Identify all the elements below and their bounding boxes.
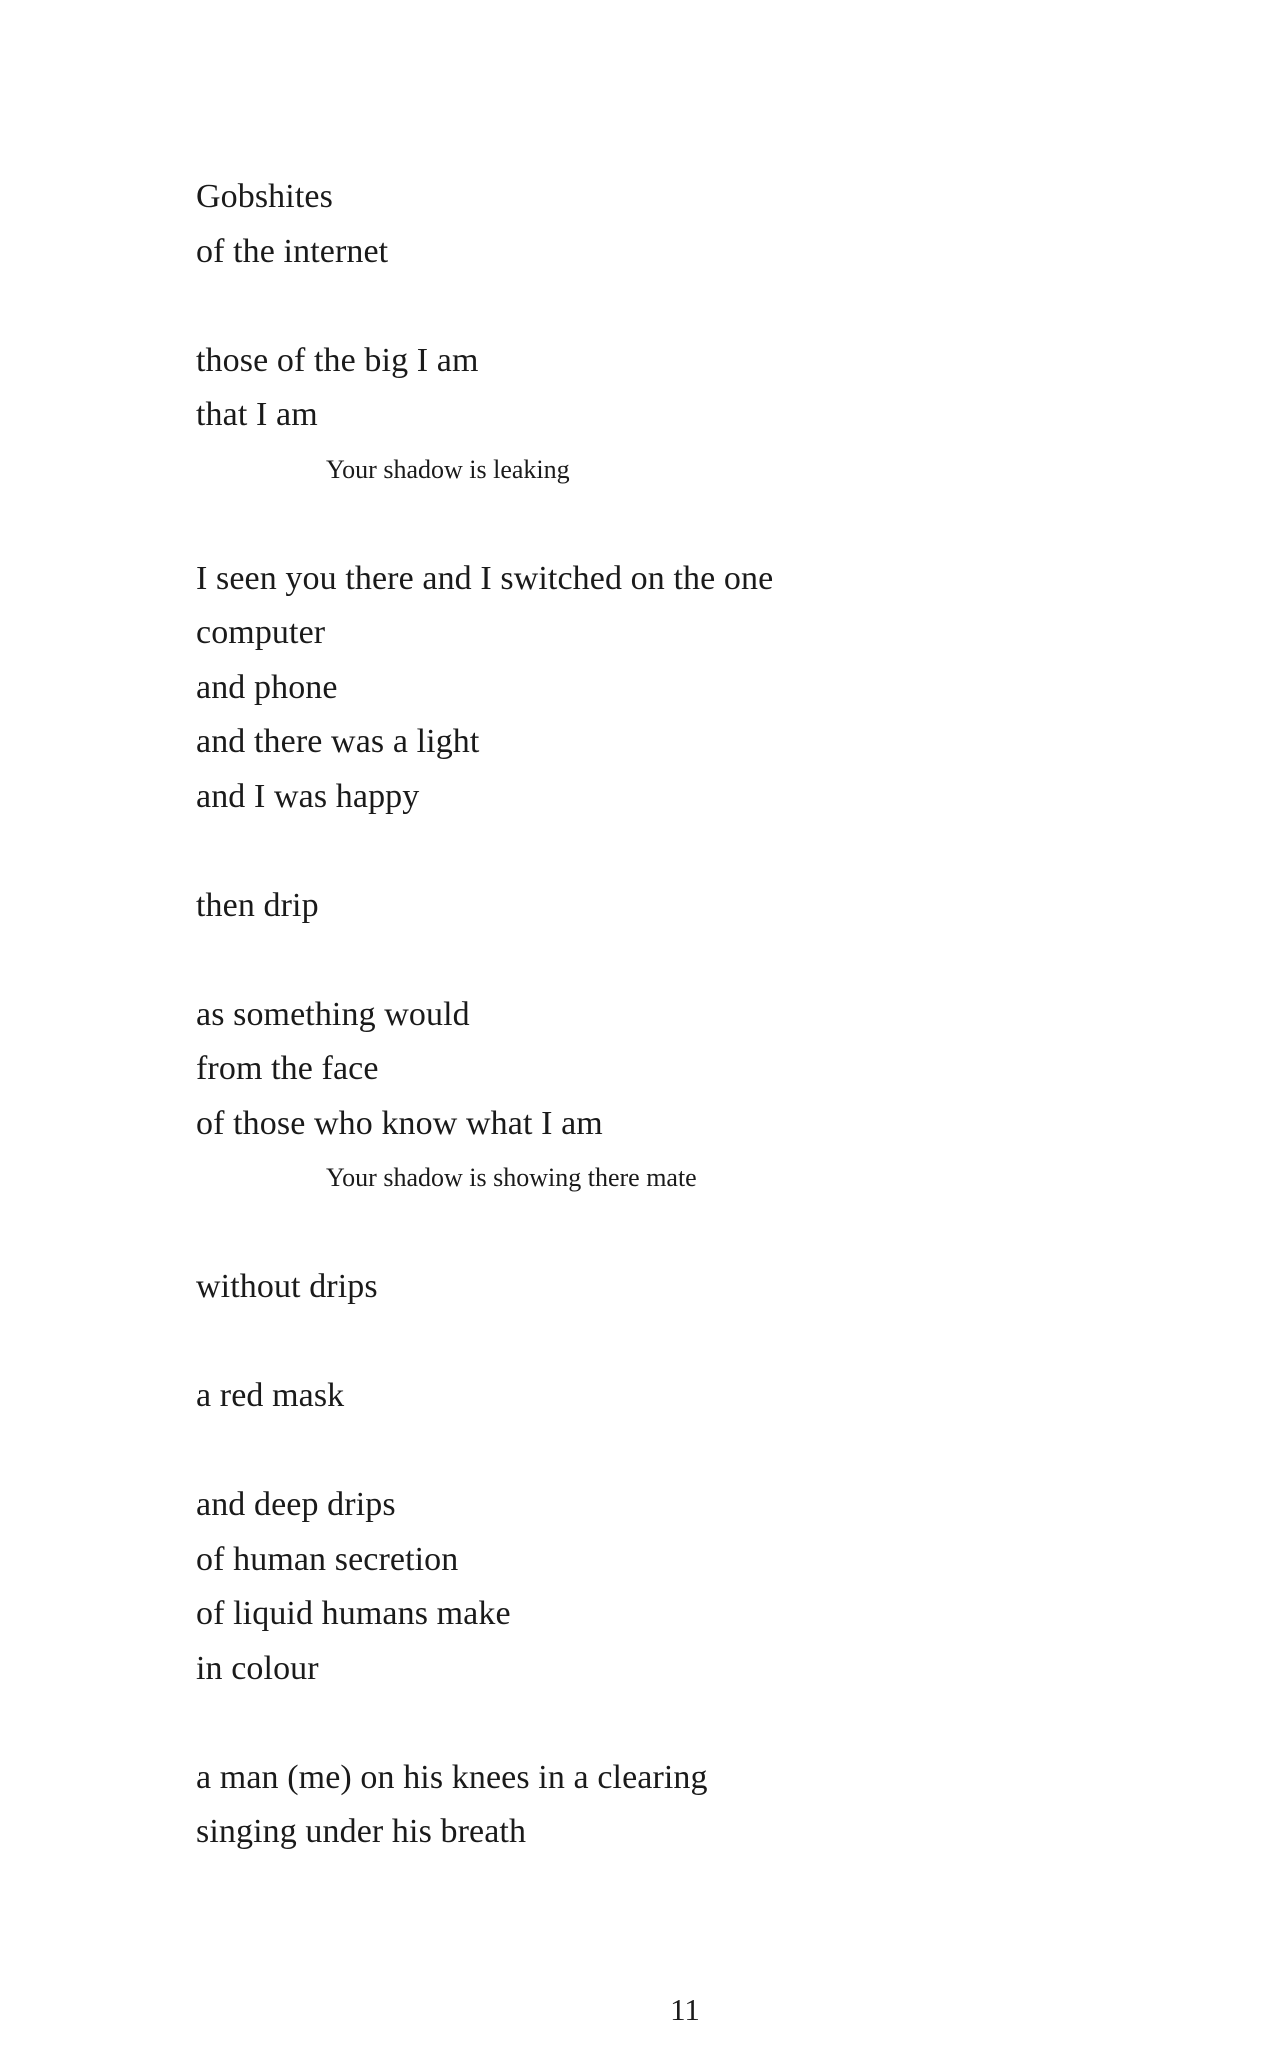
poem-line: and deep drips — [196, 1486, 396, 1523]
poem-line: and there was a light — [196, 723, 480, 760]
poem-line: that I am — [196, 396, 318, 433]
poem-line: a red mask — [196, 1377, 345, 1414]
poem-line: of the internet — [196, 232, 389, 270]
poem-line: Gobshites — [196, 178, 333, 215]
stanza-break — [196, 933, 1156, 988]
poem-line: then drip — [196, 886, 319, 924]
poem-line: without drips — [196, 1268, 378, 1305]
poem-line: computer — [196, 614, 326, 651]
stanza-break — [196, 1424, 1156, 1479]
poem-line: I seen you there and I switched on the one — [196, 559, 774, 597]
poem-body — [196, 170, 1156, 1860]
stanza-break — [196, 1696, 1156, 1751]
poem-line: and I was happy — [196, 777, 420, 815]
stanza-break — [196, 824, 1156, 879]
poem-line: of human secretion — [196, 1540, 459, 1578]
poem-line: a man (me) on his knees in a clearing — [196, 1758, 708, 1796]
poem-line: singing under his breath — [196, 1813, 527, 1850]
stanza-break — [196, 1206, 1156, 1261]
page-number: 11 — [670, 1992, 700, 2027]
stanza-break — [196, 1315, 1156, 1370]
poem-line: in colour — [196, 1649, 319, 1687]
poem-line: from the face — [196, 1050, 379, 1087]
stanza-break — [196, 279, 1156, 334]
poem-aside: Your shadow is showing there mate — [326, 1163, 697, 1192]
poem-line: as something would — [196, 995, 470, 1033]
poem-line: of liquid humans make — [196, 1595, 511, 1632]
stanza-break — [196, 497, 1156, 552]
poem-aside: Your shadow is leaking — [326, 454, 570, 484]
poem-line: of those who know what I am — [196, 1104, 603, 1142]
poem-line: those of the big I am — [196, 341, 479, 379]
poem-line: and phone — [196, 668, 338, 706]
